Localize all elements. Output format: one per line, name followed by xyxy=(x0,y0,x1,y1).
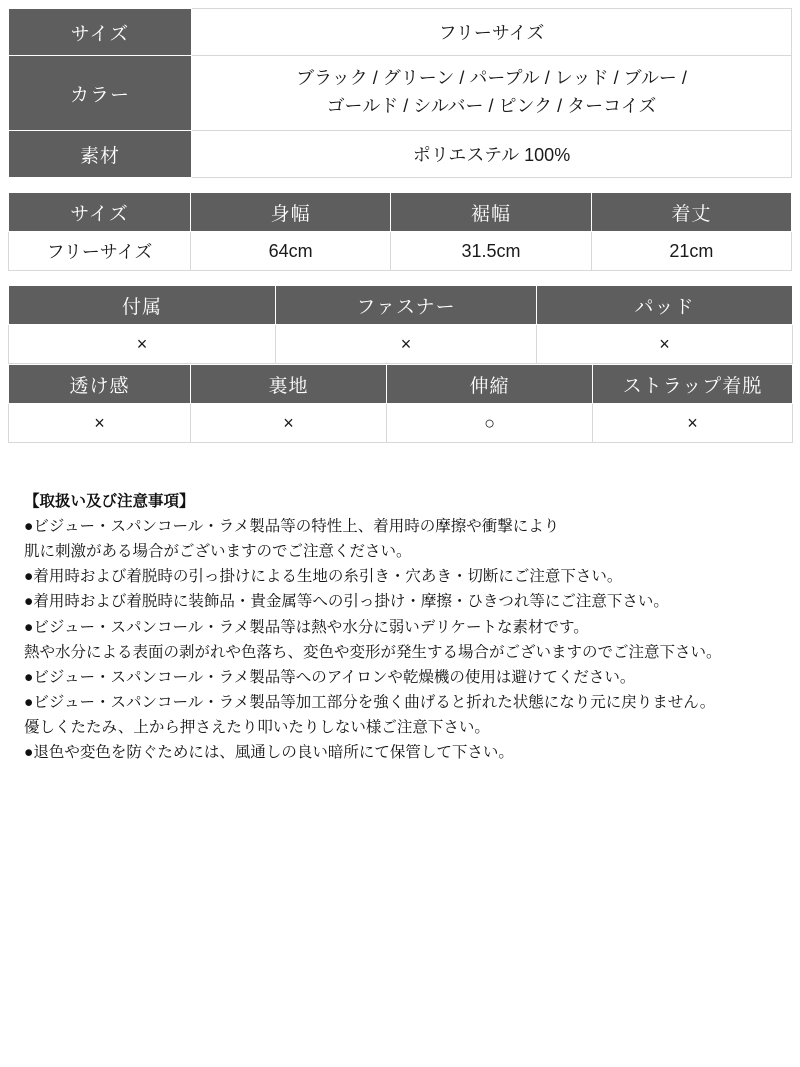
attr-value-lining: × xyxy=(191,404,387,443)
table-row xyxy=(9,404,793,443)
spec-value-size: フリーサイズ xyxy=(192,9,792,56)
spec-label-size: サイズ xyxy=(9,9,192,56)
attr-header-pad: パッド xyxy=(537,286,793,325)
size-value-hem: 31.5cm xyxy=(391,232,591,271)
attr-header-strap-detachable: ストラップ着脱 xyxy=(593,365,793,404)
size-value-length: 21cm xyxy=(591,232,791,271)
spec-value-color-line: ブラック / グリーン / パープル / レッド / ブルー / xyxy=(296,68,687,89)
table-row xyxy=(9,232,792,271)
attr-value-accessory: × xyxy=(9,325,276,364)
size-table xyxy=(8,192,792,271)
size-value-size: フリーサイズ xyxy=(9,232,191,271)
size-value-bust: 64cm xyxy=(191,232,391,271)
care-note-line: ●ビジュー・スパンコール・ラメ製品等加工部分を強く曲げると折れた状態になり元に戻りません。 xyxy=(24,693,716,711)
care-note-line: 熱や水分による表面の剥がれや色落ち、変色や変形が発生する場合がございますのでご注意下さい。 xyxy=(24,643,722,661)
size-header-length: 着丈 xyxy=(591,193,791,232)
spec-label-material: 素材 xyxy=(9,131,192,178)
care-note-line: ●ビジュー・スパンコール・ラメ製品等へのアイロンや乾燥機の使用は避けてください。 xyxy=(24,668,636,686)
size-header-size: サイズ xyxy=(9,193,191,232)
table-row xyxy=(9,56,792,131)
attr-value-sheerness: × xyxy=(9,404,191,443)
attr-header-lining: 裏地 xyxy=(191,365,387,404)
attr-value-strap-detachable: × xyxy=(593,404,793,443)
spec-value-color-line: ゴールド / シルバー / ピンク / ターコイズ xyxy=(326,96,657,116)
spec-value-color xyxy=(192,56,792,131)
attr-header-accessory: 付属 xyxy=(9,286,276,325)
care-note-line: ●着用時および着脱時に装飾品・貴金属等への引っ掛け・摩擦・ひきつれ等にご注意下さい。 xyxy=(24,593,669,611)
attr-header-sheerness: 透け感 xyxy=(9,365,191,404)
care-notes xyxy=(8,489,792,765)
size-header-hem: 裾幅 xyxy=(391,193,591,232)
attr-value-pad: × xyxy=(537,325,793,364)
attr-header-stretch: 伸縮 xyxy=(387,365,593,404)
table-row xyxy=(9,325,793,364)
table-row xyxy=(9,9,792,56)
size-header-bust: 身幅 xyxy=(191,193,391,232)
attr-value-stretch: ○ xyxy=(387,404,593,443)
table-header-row xyxy=(9,365,793,404)
care-note-line: ●着用時および着脱時の引っ掛けによる生地の糸引き・穴あき・切断にご注意下さい。 xyxy=(24,568,623,586)
care-notes-title: 【取扱い及び注意事項】 xyxy=(24,493,195,510)
attribute-table-2 xyxy=(8,364,793,443)
care-note-line: ●ビジュー・スパンコール・ラメ製品等の特性上、着用時の摩擦や衝撃により xyxy=(24,518,560,536)
spec-label-color: カラー xyxy=(9,56,192,131)
attr-header-zipper: ファスナー xyxy=(276,286,537,325)
care-note-line: 肌に刺激がある場合がございますのでご注意ください。 xyxy=(24,543,412,561)
spec-table xyxy=(8,8,792,178)
attr-value-zipper: × xyxy=(276,325,537,364)
care-note-line: ●ビジュー・スパンコール・ラメ製品等は熱や水分に弱いデリケートな素材です。 xyxy=(24,618,589,636)
spec-value-material: ポリエステル 100% xyxy=(192,131,792,178)
table-row xyxy=(9,131,792,178)
table-header-row xyxy=(9,193,792,232)
table-header-row xyxy=(9,286,793,325)
care-note-line: ●退色や変色を防ぐためには、風通しの良い暗所にて保管して下さい。 xyxy=(24,744,514,762)
care-note-line: 優しくたたみ、上から押さえたり叩いたりしない様ご注意下さい。 xyxy=(24,718,490,736)
care-notes-lines xyxy=(24,514,792,765)
attribute-table xyxy=(8,285,793,364)
